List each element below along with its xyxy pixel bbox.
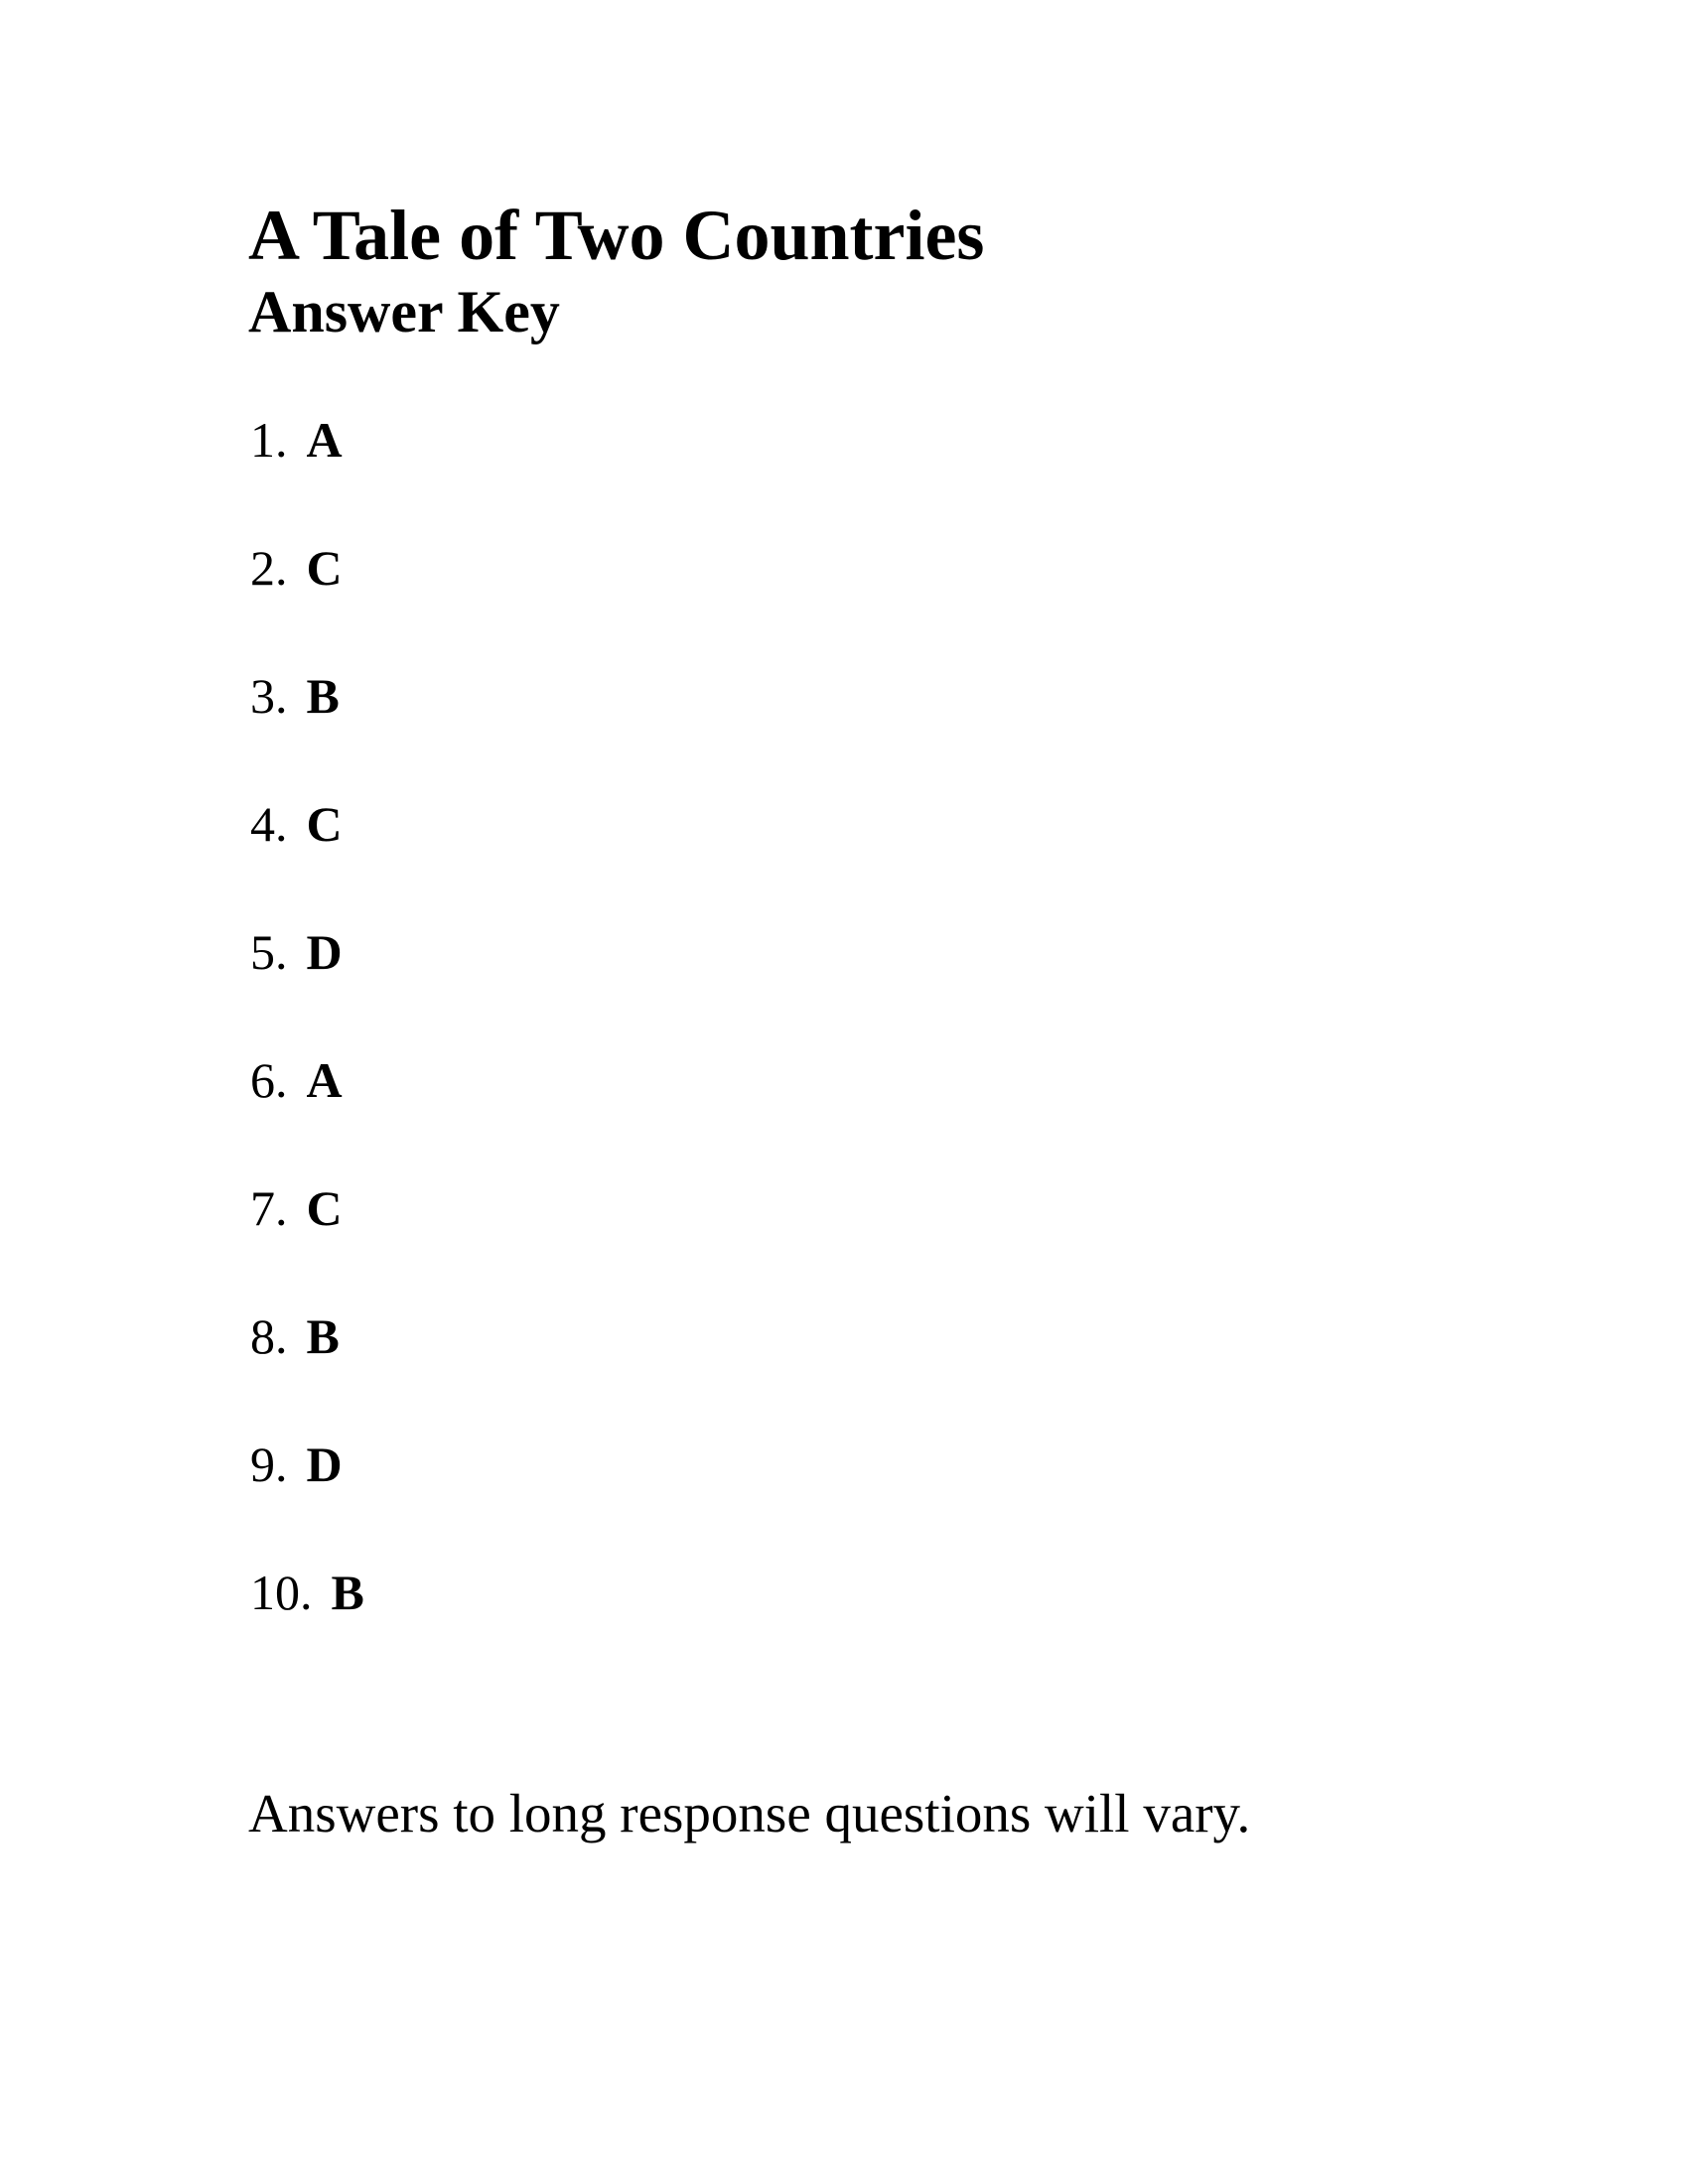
answer-item-3	[250, 668, 364, 724]
answer-item-2	[250, 540, 364, 596]
answer-item-1	[250, 412, 364, 468]
answer-letter: C	[306, 1180, 343, 1236]
answer-item-10	[250, 1565, 364, 1620]
answer-number: 9.	[250, 1436, 288, 1492]
answer-letter: C	[306, 540, 343, 596]
answer-number: 3.	[250, 668, 288, 724]
answer-letter: A	[306, 1052, 343, 1108]
answer-number: 6.	[250, 1052, 288, 1108]
answer-list	[250, 412, 364, 1696]
answer-letter: C	[306, 796, 343, 852]
answer-letter: D	[306, 1436, 343, 1492]
answer-item-8	[250, 1308, 364, 1364]
answer-number: 1.	[250, 412, 288, 468]
answer-item-6	[250, 1052, 364, 1108]
answer-number: 7.	[250, 1180, 288, 1236]
answer-item-7	[250, 1180, 364, 1236]
answer-number: 5.	[250, 924, 288, 980]
answer-number: 10.	[250, 1565, 313, 1620]
answer-item-5	[250, 924, 364, 980]
answer-letter: B	[306, 1308, 340, 1364]
answer-letter: D	[306, 924, 343, 980]
answer-letter: A	[306, 412, 343, 468]
page-title: A Tale of Two Countries	[248, 196, 985, 275]
answer-letter: B	[331, 1565, 364, 1620]
answer-number: 8.	[250, 1308, 288, 1364]
answer-item-9	[250, 1436, 364, 1492]
page-subtitle: Answer Key	[248, 279, 560, 344]
answer-letter: B	[306, 668, 340, 724]
answer-number: 2.	[250, 540, 288, 596]
answer-item-4	[250, 796, 364, 852]
footer-note: Answers to long response questions will vary.	[248, 1783, 1251, 1843]
answer-number: 4.	[250, 796, 288, 852]
